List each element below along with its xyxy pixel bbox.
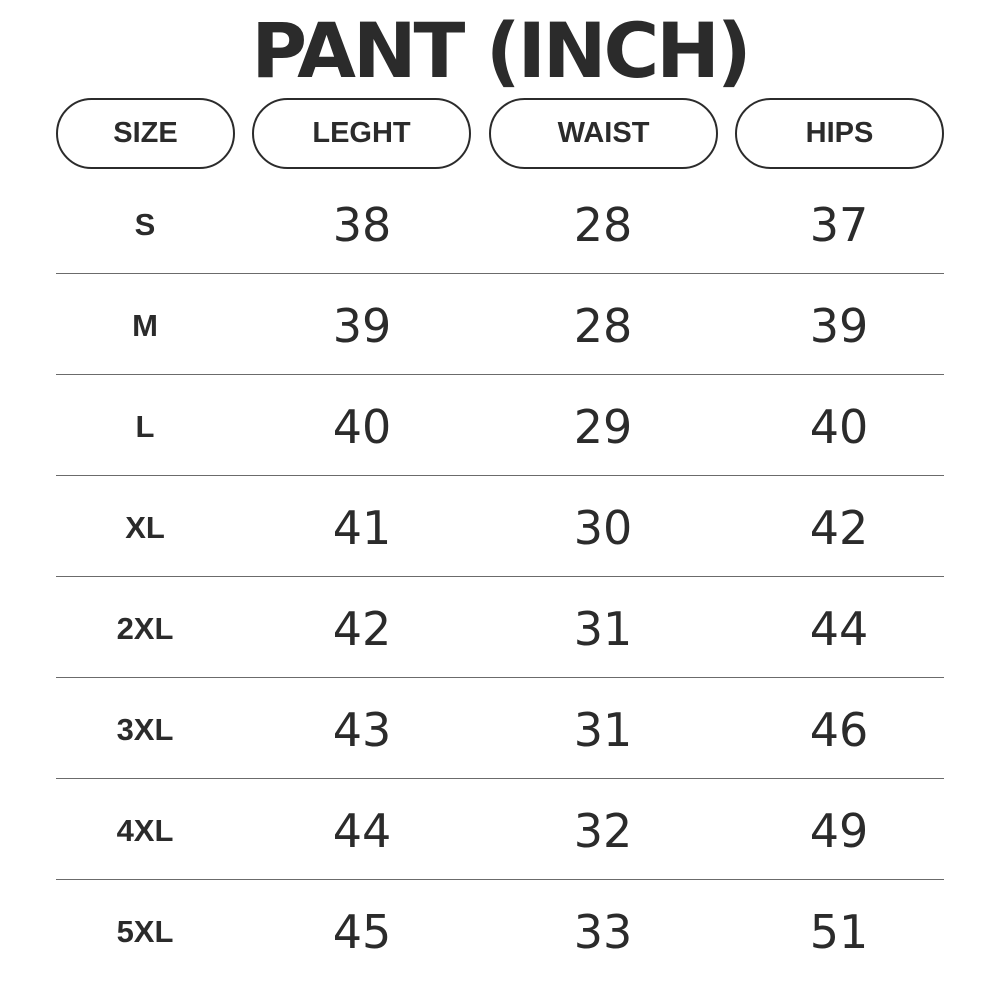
length-cell: 39	[332, 299, 392, 353]
hips-cell: 37	[809, 198, 869, 252]
hips-cell: 40	[809, 400, 869, 454]
row-divider	[56, 475, 944, 476]
table-row	[56, 680, 944, 780]
row-divider	[56, 879, 944, 880]
row-divider	[56, 374, 944, 375]
table-row	[56, 882, 944, 982]
header-hips: HIPS	[735, 98, 944, 169]
row-divider	[56, 576, 944, 577]
length-cell: 41	[332, 501, 392, 555]
waist-cell: 33	[573, 905, 633, 959]
header-waist: WAIST	[489, 98, 718, 169]
length-cell: 42	[332, 602, 392, 656]
size-cell: XL	[125, 510, 165, 545]
hips-cell: 49	[809, 804, 869, 858]
length-cell: 44	[332, 804, 392, 858]
table-row	[56, 478, 944, 578]
size-cell: 5XL	[116, 914, 174, 949]
row-divider	[56, 273, 944, 274]
table-row	[56, 377, 944, 477]
length-cell: 45	[332, 905, 392, 959]
hips-cell: 39	[809, 299, 869, 353]
header-length: LEGHT	[252, 98, 471, 169]
hips-cell: 51	[809, 905, 869, 959]
waist-cell: 30	[573, 501, 633, 555]
hips-cell: 46	[809, 703, 869, 757]
waist-cell: 31	[573, 703, 633, 757]
size-cell: M	[132, 308, 158, 343]
hips-cell: 44	[809, 602, 869, 656]
size-cell: 4XL	[116, 813, 174, 848]
length-cell: 38	[332, 198, 392, 252]
row-divider	[56, 778, 944, 779]
waist-cell: 32	[573, 804, 633, 858]
waist-cell: 31	[573, 602, 633, 656]
length-cell: 43	[332, 703, 392, 757]
length-cell: 40	[332, 400, 392, 454]
waist-cell: 28	[573, 198, 633, 252]
size-cell: 3XL	[116, 712, 174, 747]
header-size: SIZE	[56, 98, 235, 169]
row-divider	[56, 677, 944, 678]
table-row	[56, 175, 944, 275]
hips-cell: 42	[809, 501, 869, 555]
waist-cell: 29	[573, 400, 633, 454]
table-row	[56, 276, 944, 376]
size-cell: L	[135, 409, 155, 444]
table-row	[56, 579, 944, 679]
size-cell: S	[134, 207, 156, 242]
size-cell: 2XL	[116, 611, 174, 646]
page-title: PANT (INCH)	[251, 6, 749, 95]
waist-cell: 28	[573, 299, 633, 353]
table-row	[56, 781, 944, 881]
